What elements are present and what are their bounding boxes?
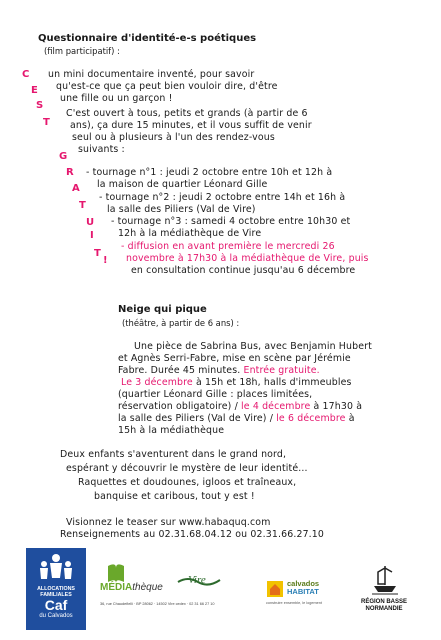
section1-line: ans), ça dure 15 minutes, et il vous suffit de venir xyxy=(70,120,312,131)
section3-line: Deux enfants s'aventurent dans le grand nord, xyxy=(60,449,287,460)
vertical-letter: T xyxy=(79,200,86,211)
section2-line: Fabre. Durée 45 minutes. Entrée gratuite. xyxy=(118,365,320,376)
vire-logo xyxy=(176,574,222,592)
section2-line: et Agnès Serri-Fabre, mise en scène par Jérémie xyxy=(118,353,351,364)
section3-line: espérant y découvrir le mystère de leur identité... xyxy=(66,463,308,474)
calvados-2: HABITAT xyxy=(287,587,319,596)
section1-line: 12h à la médiathèque de Vire xyxy=(118,228,262,239)
calvados-habitat-logo xyxy=(266,578,330,608)
caf-line2: FAMILIALES xyxy=(40,592,72,598)
caf-family-icon xyxy=(26,548,86,586)
caf-logo xyxy=(26,548,86,630)
vertical-letter: ! xyxy=(103,255,108,266)
vertical-letter: S xyxy=(36,100,44,111)
mediatheque-logo xyxy=(100,562,163,598)
vertical-letter: T xyxy=(43,117,50,128)
section1-line: - tournage n°1 : jeudi 2 octobre entre 10h et 12h à xyxy=(86,167,333,178)
caf-sub: du Calvados xyxy=(39,613,73,619)
section2-line: réservation obligatoire) / le 4 décembre à 17h30 à xyxy=(118,401,363,412)
section2-line: (quartier Léonard Gille : places limitées, xyxy=(118,389,313,400)
section1-line: une fille ou un garçon ! xyxy=(60,93,173,104)
section1-line: qu'est-ce que ça peut bien vouloir dire, d'être xyxy=(56,81,278,92)
section1-line: suivants : xyxy=(78,144,125,155)
section1-line: la maison de quartier Léonard Gille xyxy=(97,179,268,190)
vertical-letter: A xyxy=(72,183,80,194)
caf-name: Caf xyxy=(44,597,68,613)
section2-line: Le 3 décembre à 15h et 18h, halls d'immeubles xyxy=(121,377,352,388)
vertical-letter: E xyxy=(31,85,38,96)
vertical-letter: U xyxy=(86,217,95,228)
region-1: RÉGION BASSE xyxy=(360,599,407,605)
vertical-letter: I xyxy=(90,230,94,241)
teaser-text: Visionnez le teaser sur www.habaquq.com xyxy=(66,517,271,528)
address-text: 36, rue Chaudeñelli · BP 28062 · 14502 Vire cedex · 02 31 66 27 10 xyxy=(100,602,215,606)
section1-line: C'est ouvert à tous, petits et grands (à partir de 6 xyxy=(66,108,308,119)
calvados-tag: construire ensemble, le logement xyxy=(266,601,322,605)
section1-subtitle: (film participatif) : xyxy=(44,46,120,56)
section1-line: en consultation continue jusqu'au 6 décembre xyxy=(131,265,356,276)
section1-line: novembre à 17h30 à la médiathèque de Vire, puis xyxy=(126,253,369,264)
section2-title: Neige qui pique xyxy=(118,304,207,315)
book-icon xyxy=(106,562,126,584)
section2-line: la salle des Piliers (Val de Vire) / le 6 décembre à xyxy=(118,413,355,424)
section1-line: - diffusion en avant première le mercredi 26 xyxy=(121,241,335,252)
section1-title: Questionnaire d'identité-e-s poétiques xyxy=(38,33,257,44)
vertical-letter: R xyxy=(66,167,74,178)
media-b: thèque xyxy=(132,582,163,593)
vertical-letter: T xyxy=(94,248,101,259)
section3-line: banquise et caribous, tout y est ! xyxy=(94,491,255,502)
house-icon xyxy=(266,580,284,598)
section1-line: un mini documentaire inventé, pour savoir xyxy=(48,69,255,80)
vertical-letter: C xyxy=(22,69,30,80)
section3-line: Raquettes et doudounes, igloos et traîneaux, xyxy=(78,477,297,488)
section2-line: 15h à la médiathèque xyxy=(118,425,225,436)
calvados-1: calvados xyxy=(287,579,320,588)
info-text: Renseignements au 02.31.68.04.12 ou 02.31.66.27.10 xyxy=(60,529,325,540)
section1-line: - tournage n°3 : samedi 4 octobre entre 10h30 et xyxy=(111,216,351,227)
section1-line: la salle des Piliers (Val de Vire) xyxy=(107,204,256,215)
region-logo xyxy=(358,564,410,618)
ship-icon xyxy=(368,564,402,598)
region-2: NORMANDIE xyxy=(365,606,403,612)
section1-line: - tournage n°2 : jeudi 2 octobre entre 14h et 16h à xyxy=(99,192,346,203)
section2-line: Une pièce de Sabrina Bus, avec Benjamin Hubert xyxy=(134,341,372,352)
section1-line: seul ou à plusieurs à l'un des rendez-vous xyxy=(72,132,275,143)
section2-subtitle: (théâtre, à partir de 6 ans) : xyxy=(122,318,240,328)
media-a: MÉDIA xyxy=(100,582,133,593)
caf-line1: ALLOCATIONS xyxy=(37,586,75,592)
vertical-letter: G xyxy=(59,151,68,162)
vire-text: Vire xyxy=(188,574,206,586)
